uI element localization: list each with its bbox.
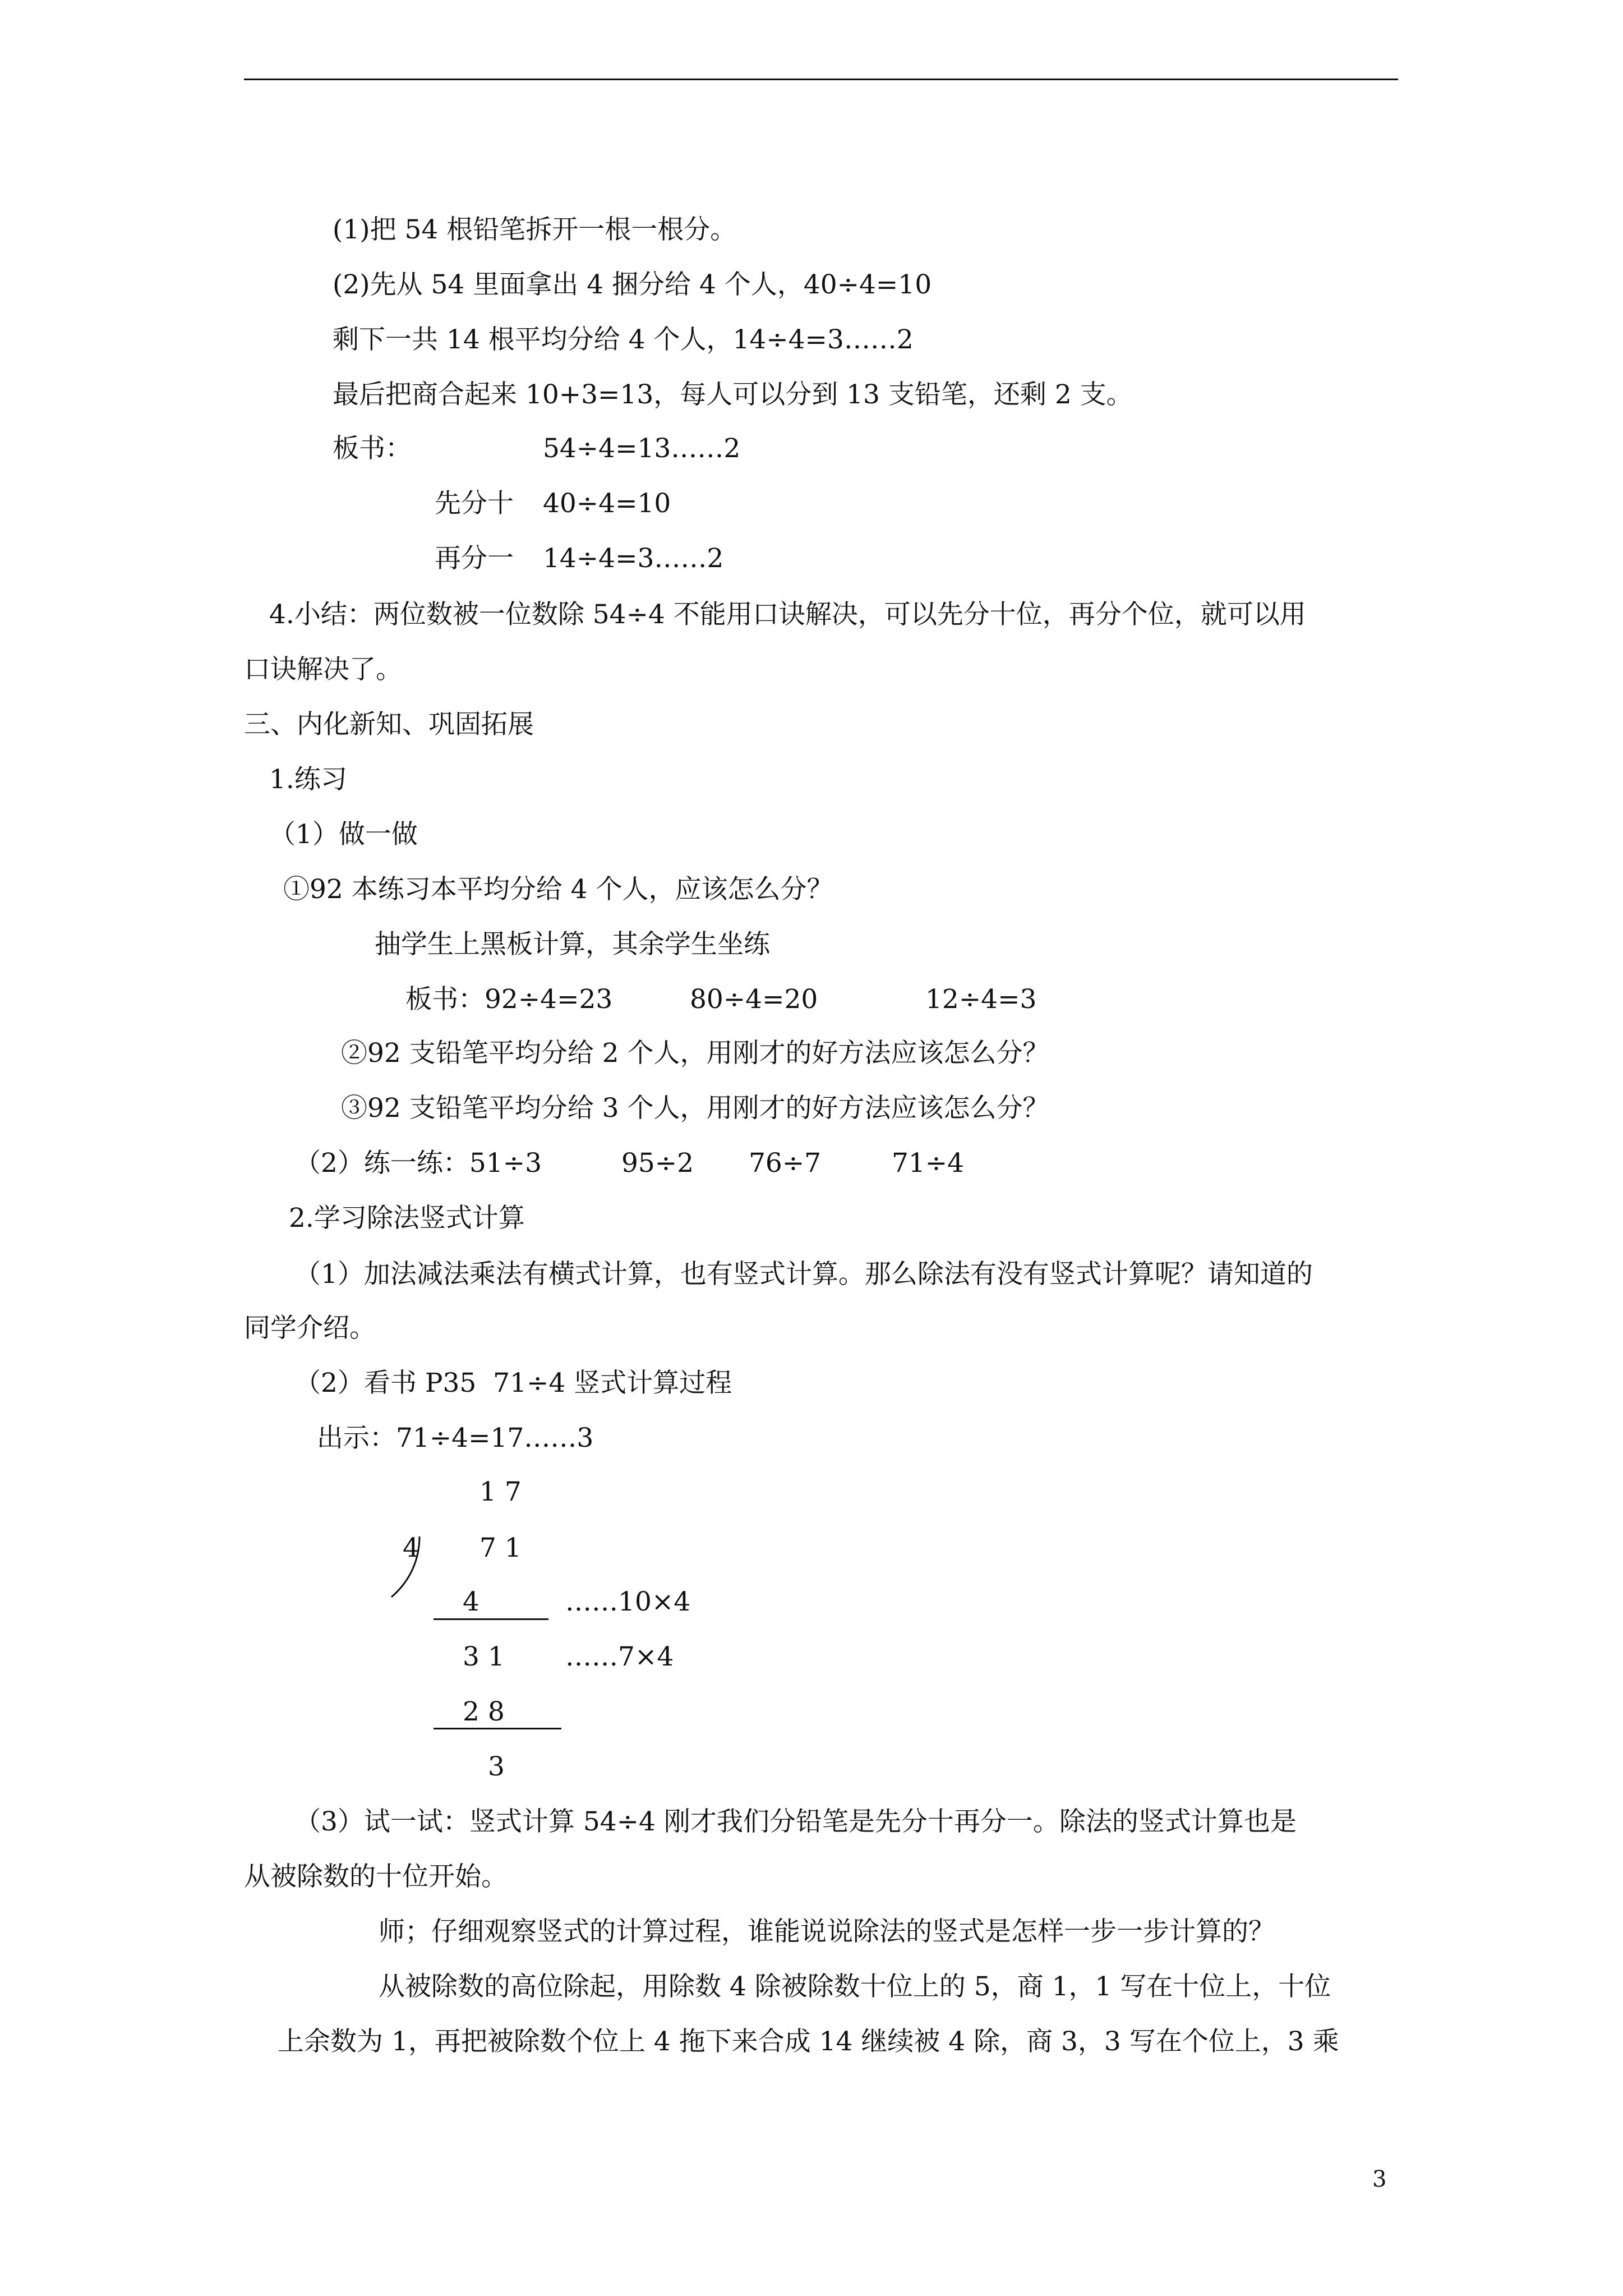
division-remainder1: 3 1 [463,1641,505,1672]
text-line: 76÷7 [749,1148,822,1179]
text-line: (2)先从 54 里面拿出 4 捆分给 4 个人，40÷4=10 [333,269,932,300]
text-line: 12÷4=3 [925,984,1037,1015]
division-line-2 [434,1728,561,1729]
text-line: 80÷4=20 [690,984,818,1015]
division-step2: 2 8 [463,1696,505,1727]
text-line: 先分十 [435,488,514,519]
text-line: （2）看书 P35 71÷4 竖式计算过程 [294,1368,732,1398]
text-line: 师；仔细观察竖式的计算过程，谁能说说除法的竖式是怎样一步一步计算的？ [379,1916,1275,1947]
text-line: 从被除数的十位开始。 [244,1861,508,1892]
text-line: 最后把商合起来 10+3=13，每人可以分到 13 支铅笔，还剩 2 支。 [333,379,1133,410]
text-line: 14÷4=3‥‥‥2 [543,543,724,574]
text-line: 4.小结：两位数被一位数除 54÷4 不能用口诀解决，可以先分十位，再分个位，就可以用 [269,599,1306,630]
text-line: 口诀解决了。 [244,654,402,685]
division-line-1 [434,1618,548,1620]
text-line: 抽学生上黑板计算，其余学生坐练 [375,929,770,960]
division-divisor: 4 [403,1533,419,1563]
division-note1: ‥‥‥10×4 [565,1586,691,1617]
division-quotient: 1 7 [479,1476,522,1507]
text-line: 95÷2 [621,1148,694,1179]
text-line: （1）加法减法乘法有横式计算，也有竖式计算。那么除法有没有竖式计算呢？请知道的 [294,1259,1313,1290]
division-bracket [387,1534,426,1602]
division-remainder: 3 [488,1751,505,1782]
text-line: 71÷4 [892,1148,965,1179]
section-heading: 三、内化新知、巩固拓展 [244,709,534,740]
text-line: 板书： [333,433,412,464]
page-number: 3 [1372,2166,1387,2192]
text-line: (1)把 54 根铅笔拆开一根一根分。 [333,214,737,245]
text-line: 2.学习除法竖式计算 [289,1203,525,1234]
text-line: 板书：92÷4=23 [405,984,613,1015]
division-step1: 4 [463,1586,479,1617]
text-line: 从被除数的高位除起，用除数 4 除被除数十位上的 5，商 1，1 写在十位上，十位 [379,1971,1331,2002]
text-line: 1.练习 [269,764,347,795]
text-line: ②92 支铅笔平均分给 2 个人，用刚才的好方法应该怎么分？ [341,1038,1049,1069]
text-line: 同学介绍。 [244,1313,376,1343]
text-line: （3）试一试：竖式计算 54÷4 刚才我们分铅笔是先分十再分一。除法的竖式计算也是 [294,1806,1297,1837]
text-line: 40÷4=10 [543,488,671,519]
text-line: 再分一 [435,543,514,574]
text-line: ③92 支铅笔平均分给 3 个人，用刚才的好方法应该怎么分？ [341,1093,1049,1124]
text-line: （2）练一练：51÷3 [294,1148,542,1179]
header-rule [244,79,1398,80]
text-line: 出示：71÷4=17‥‥‥3 [317,1423,594,1453]
text-line: 54÷4=13‥‥‥2 [543,433,741,464]
division-note2: ‥‥‥7×4 [565,1641,674,1672]
text-line: 剩下一共 14 根平均分给 4 个人，14÷4=3‥‥‥2 [333,324,914,355]
division-dividend: 7 1 [479,1533,522,1563]
text-line: ①92 本练习本平均分给 4 个人，应该怎么分？ [283,874,833,905]
text-line: 上余数为 1，再把被除数个位上 4 拖下来合成 14 继续被 4 除，商 3，3 写在个位上，3 乘 [278,2026,1339,2057]
text-line: （1）做一做 [269,819,418,850]
